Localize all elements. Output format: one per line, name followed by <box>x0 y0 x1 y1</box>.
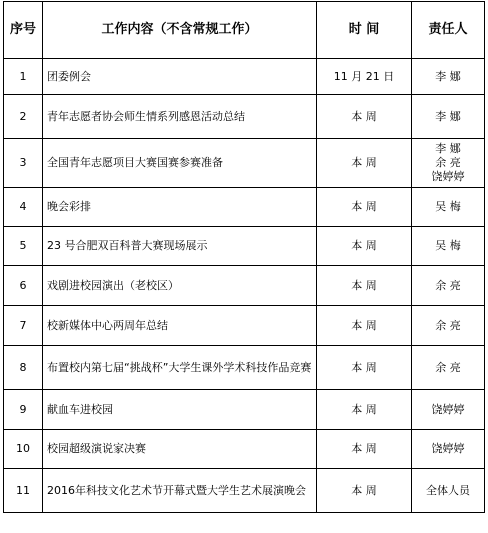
table-row <box>4 346 485 390</box>
row-number-cell: 2 <box>4 95 43 139</box>
table-row <box>4 306 485 346</box>
task-cell: 全国青年志愿项目大赛国赛参赛准备 <box>43 139 317 188</box>
header-time: 时 间 <box>317 2 412 59</box>
table-body <box>4 59 485 513</box>
person-name: 李 娜 <box>435 142 461 155</box>
header-task: 工作内容（不含常规工作） <box>43 2 317 59</box>
table-row <box>4 59 485 95</box>
task-cell: 布置校内第七届“挑战杯”大学生课外学术科技作品竞赛 <box>43 346 317 390</box>
person-name: 余 亮 <box>435 318 461 332</box>
person-cell <box>412 59 485 95</box>
table-row <box>4 95 485 139</box>
row-number-cell: 4 <box>4 188 43 227</box>
task-cell: 校园超级演说家决赛 <box>43 430 317 469</box>
person-name: 饶婷婷 <box>431 170 465 183</box>
table-row <box>4 390 485 430</box>
time-cell: 本 周 <box>317 227 412 266</box>
row-number-cell: 3 <box>4 139 43 188</box>
table-row <box>4 227 485 266</box>
task-cell: 献血车进校园 <box>43 390 317 430</box>
row-number-cell: 8 <box>4 346 43 390</box>
time-cell: 本 周 <box>317 306 412 346</box>
person-name: 余 亮 <box>435 360 461 374</box>
person-cell <box>412 430 485 469</box>
time-cell: 本 周 <box>317 139 412 188</box>
person-cell <box>412 227 485 266</box>
time-cell: 本 周 <box>317 266 412 306</box>
time-cell: 本 周 <box>317 346 412 390</box>
person-cell <box>412 139 485 188</box>
time-cell: 11 月 21 日 <box>317 59 412 95</box>
row-number-cell: 7 <box>4 306 43 346</box>
person-name: 李 娜 <box>435 109 461 123</box>
row-number-cell: 1 <box>4 59 43 95</box>
person-name: 吴 梅 <box>435 200 461 213</box>
task-cell: 团委例会 <box>43 59 317 95</box>
person-cell <box>412 306 485 346</box>
row-number-cell: 10 <box>4 430 43 469</box>
task-cell: 戏剧进校园演出（老校区） <box>43 266 317 306</box>
task-cell: 23 号合肥双百科普大赛现场展示 <box>43 227 317 266</box>
person-cell <box>412 346 485 390</box>
time-cell: 本 周 <box>317 188 412 227</box>
table-row <box>4 469 485 513</box>
person-name: 饶婷婷 <box>431 402 465 416</box>
person-cell <box>412 390 485 430</box>
task-cell: 青年志愿者协会师生情系列感恩活动总结 <box>43 95 317 139</box>
header-no: 序号 <box>4 2 43 59</box>
person-cell <box>412 95 485 139</box>
time-cell: 本 周 <box>317 390 412 430</box>
row-number-cell: 11 <box>4 469 43 513</box>
work-schedule-table <box>3 1 485 513</box>
time-cell: 本 周 <box>317 469 412 513</box>
time-cell: 本 周 <box>317 430 412 469</box>
task-cell: 校新媒体中心两周年总结 <box>43 306 317 346</box>
person-name: 全体人员 <box>426 483 470 497</box>
person-name: 余 亮 <box>435 278 461 292</box>
header-person: 责任人 <box>412 2 485 59</box>
table-row <box>4 139 485 188</box>
person-cell <box>412 188 485 227</box>
person-cell <box>412 469 485 513</box>
person-name: 余 亮 <box>435 156 461 169</box>
table-row <box>4 430 485 469</box>
task-cell: 晚会彩排 <box>43 188 317 227</box>
table-row <box>4 266 485 306</box>
row-number-cell: 9 <box>4 390 43 430</box>
person-cell <box>412 266 485 306</box>
time-cell: 本 周 <box>317 95 412 139</box>
header-row <box>4 2 485 59</box>
person-name: 吴 梅 <box>435 239 461 252</box>
table-row <box>4 188 485 227</box>
row-number-cell: 5 <box>4 227 43 266</box>
task-cell: 2016年科技文化艺术节开幕式暨大学生艺术展演晚会 <box>43 469 317 513</box>
row-number-cell: 6 <box>4 266 43 306</box>
person-name: 饶婷婷 <box>431 442 465 455</box>
person-name: 李 娜 <box>435 69 461 83</box>
